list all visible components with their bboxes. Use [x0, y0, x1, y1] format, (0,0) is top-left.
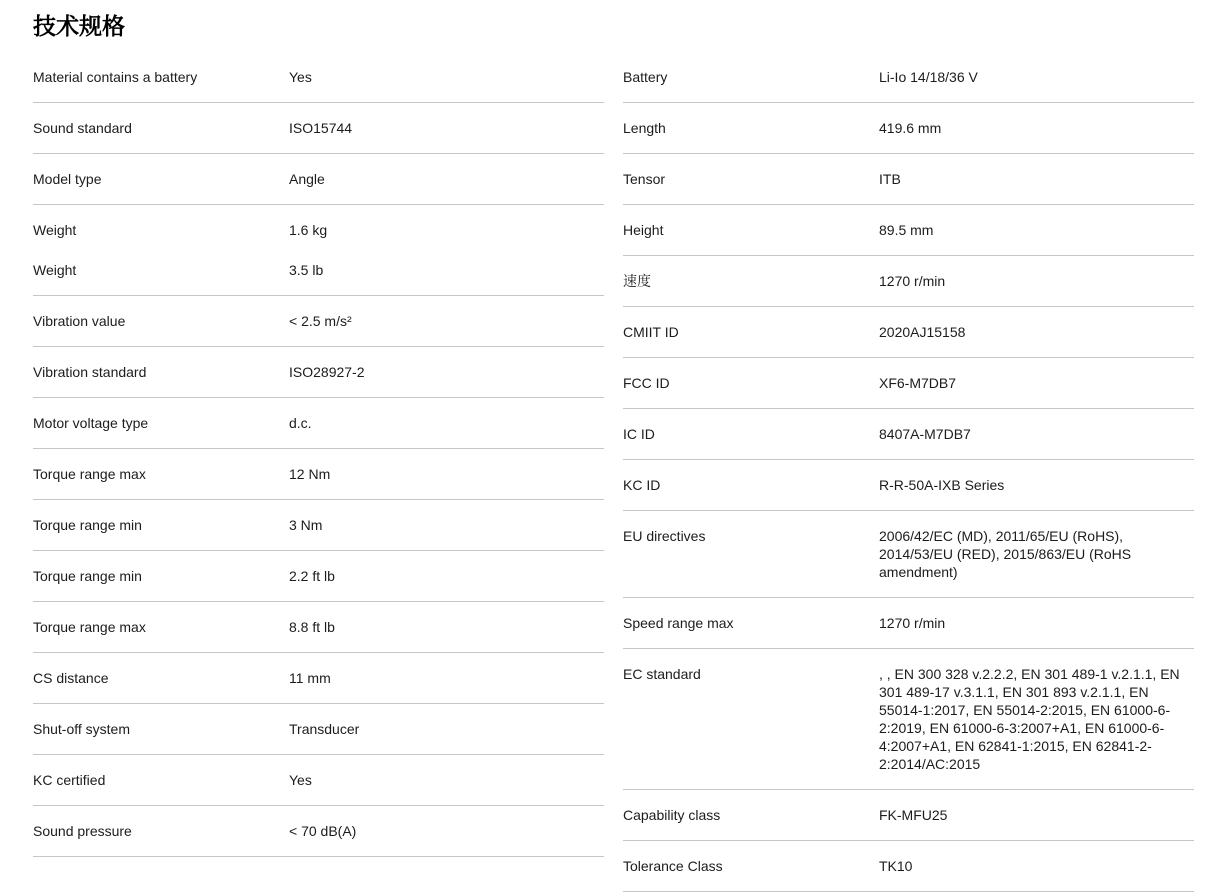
spec-row [623, 649, 1194, 790]
spec-row [33, 449, 604, 500]
spec-label: Battery [623, 69, 668, 85]
spec-label: Torque range min [33, 517, 142, 533]
spec-label: FCC ID [623, 375, 670, 391]
spec-value: 419.6 mm [879, 120, 942, 136]
spec-label: IC ID [623, 426, 655, 442]
spec-row [623, 790, 1194, 841]
spec-value: 1270 r/min [879, 615, 946, 631]
spec-entry [623, 511, 1194, 597]
spec-entry [33, 296, 604, 346]
spec-value: 89.5 mm [879, 222, 934, 238]
spec-value: ISO15744 [289, 120, 353, 136]
spec-value: 8407A-M7DB7 [879, 426, 971, 442]
spec-label: Sound pressure [33, 823, 132, 839]
spec-entry [33, 551, 604, 601]
spec-label: Tensor [623, 171, 666, 187]
spec-row [623, 511, 1194, 598]
spec-entry [33, 103, 604, 153]
spec-row [623, 256, 1194, 307]
spec-row [33, 653, 604, 704]
spec-row [33, 551, 604, 602]
spec-entry [33, 52, 604, 102]
spec-label: Height [623, 222, 664, 238]
spec-columns [33, 52, 1194, 892]
spec-entry [623, 790, 1194, 840]
spec-label: Torque range max [33, 619, 146, 635]
spec-value: d.c. [289, 415, 312, 431]
spec-row [33, 398, 604, 449]
spec-row [33, 755, 604, 806]
spec-entry [623, 460, 1194, 510]
spec-value: , , EN 300 328 v.2.2.2, EN 301 489-1 v.2.1.1, EN 301 489-17 v.3.1.1, EN 301 893 v.2.1.1, EN 55014-1:2017, EN 55014-2:2015, EN 61000-6-2:2019, EN 61000-6-3:2007+A1, EN 61000-6-4:2007+A1, EN 62841-1:2015, EN 62841-2-2:2014/AC:2015 [879, 666, 1180, 772]
spec-label: Length [623, 120, 666, 136]
spec-value: 11 mm [289, 670, 331, 686]
spec-label: Capability class [623, 807, 721, 823]
spec-label: Sound standard [33, 120, 132, 136]
spec-value: TK10 [879, 858, 913, 874]
spec-value: FK-MFU25 [879, 807, 948, 823]
spec-value: 2006/42/EC (MD), 2011/65/EU (RoHS), 2014/53/EU (RED), 2015/863/EU (RoHS amendment) [879, 528, 1132, 580]
spec-row [623, 154, 1194, 205]
spec-entry [623, 52, 1194, 102]
spec-entry [33, 500, 604, 550]
spec-label: 速度 [623, 273, 651, 289]
spec-entry [623, 154, 1194, 204]
spec-value: < 2.5 m/s² [289, 313, 352, 329]
spec-value: Yes [289, 69, 312, 85]
spec-row [623, 598, 1194, 649]
spec-label: EC standard [623, 666, 701, 682]
spec-entry [33, 210, 604, 250]
spec-label: Vibration value [33, 313, 126, 329]
spec-entry [33, 653, 604, 703]
spec-row [623, 460, 1194, 511]
spec-row [33, 205, 604, 296]
spec-label: CS distance [33, 670, 109, 686]
spec-row [623, 103, 1194, 154]
spec-entry [623, 205, 1194, 255]
spec-value: Transducer [289, 721, 360, 737]
spec-value: 12 Nm [289, 466, 331, 482]
spec-value: 2020AJ15158 [879, 324, 966, 340]
spec-entry [33, 704, 604, 754]
spec-entry [33, 398, 604, 448]
spec-label: Vibration standard [33, 364, 147, 380]
spec-entry [33, 154, 604, 204]
spec-label: Torque range max [33, 466, 146, 482]
page-title: 技术规格 [33, 13, 125, 39]
spec-label: Weight [33, 262, 77, 278]
spec-entry [623, 409, 1194, 459]
spec-value: Li-Io 14/18/36 V [879, 69, 978, 85]
spec-entry [33, 449, 604, 499]
spec-label: KC certified [33, 772, 106, 788]
spec-label: Motor voltage type [33, 415, 149, 431]
spec-value: 1270 r/min [879, 273, 946, 289]
spec-value: 2.2 ft lb [289, 568, 335, 584]
spec-entry [33, 755, 604, 805]
spec-value: < 70 dB(A) [289, 823, 357, 839]
spec-entry [33, 250, 604, 290]
spec-row [33, 52, 604, 103]
spec-value: 8.8 ft lb [289, 619, 335, 635]
spec-value: ISO28927-2 [289, 364, 365, 380]
spec-label: CMIIT ID [623, 324, 679, 340]
spec-row [33, 806, 604, 857]
spec-label: Model type [33, 171, 102, 187]
spec-value: XF6-M7DB7 [879, 375, 957, 391]
spec-row [623, 841, 1194, 892]
spec-entry [623, 358, 1194, 408]
spec-entry [33, 602, 604, 652]
spec-value: Yes [289, 772, 312, 788]
spec-row [33, 154, 604, 205]
spec-row [623, 307, 1194, 358]
spec-value: 3 Nm [289, 517, 323, 533]
spec-row [623, 205, 1194, 256]
spec-label: Tolerance Class [623, 858, 723, 874]
spec-label: EU directives [623, 528, 706, 544]
spec-label: Material contains a battery [33, 69, 198, 85]
spec-entry [623, 103, 1194, 153]
spec-row [623, 52, 1194, 103]
spec-entry [33, 347, 604, 397]
spec-value: R-R-50A-IXB Series [879, 477, 1005, 493]
spec-row [33, 347, 604, 398]
spec-label: Shut-off system [33, 721, 131, 737]
spec-row [33, 103, 604, 154]
spec-entry [623, 598, 1194, 648]
spec-label: Speed range max [623, 615, 734, 631]
spec-entry [33, 806, 604, 856]
spec-entry [623, 256, 1194, 306]
spec-label: Weight [33, 222, 77, 238]
spec-row [623, 358, 1194, 409]
spec-row [33, 296, 604, 347]
spec-row [623, 409, 1194, 460]
spec-value: 1.6 kg [289, 222, 328, 238]
spec-value: 3.5 lb [289, 262, 324, 278]
spec-row [33, 602, 604, 653]
spec-row [33, 704, 604, 755]
spec-label: Torque range min [33, 568, 142, 584]
spec-entry [623, 649, 1194, 789]
spec-value: Angle [289, 171, 325, 187]
spec-label: KC ID [623, 477, 661, 493]
spec-row [33, 500, 604, 551]
spec-column-right [623, 52, 1194, 892]
spec-entry [623, 841, 1194, 891]
spec-entry [623, 307, 1194, 357]
spec-column-left [33, 52, 604, 857]
spec-value: ITB [879, 171, 901, 187]
